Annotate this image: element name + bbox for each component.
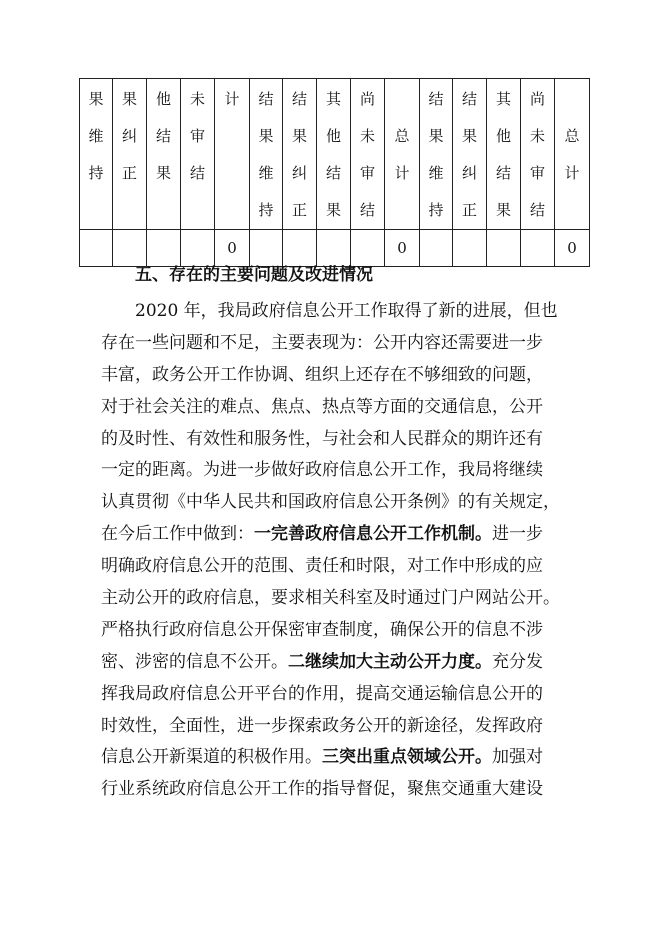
statistics-table [79, 78, 590, 267]
value-cell [351, 230, 385, 267]
value-cell [453, 230, 487, 267]
paragraph-line [101, 487, 571, 519]
header-cell: 结果纠正 [453, 79, 487, 230]
text-run: 认真贯彻《中华人民共和国政府信息公开条例》的有关规定， [101, 492, 560, 513]
paragraph-line [101, 679, 571, 711]
header-cell: 结果维持 [420, 79, 453, 230]
paragraph-line [101, 774, 571, 806]
value-cell [317, 230, 351, 267]
value-cell [80, 230, 113, 267]
header-cell: 计 [215, 79, 250, 230]
table-row [80, 230, 590, 267]
text-run: 严格执行政府信息公开保密审查制度，确保公开的信息不涉 [101, 619, 543, 640]
header-cell: 果纠正 [113, 79, 147, 230]
paragraph-line [101, 647, 571, 679]
bold-text-run: 一完善政府信息公开工作机制。 [254, 524, 492, 545]
value-cell [113, 230, 147, 267]
paragraph-line [101, 296, 571, 328]
body-paragraph [101, 296, 571, 806]
paragraph-line [101, 742, 571, 774]
paragraph-line [101, 455, 571, 487]
value-cell [181, 230, 215, 267]
paragraph-line [101, 424, 571, 456]
text-run: 的及时性、有效性和服务性，与社会和人民群众的期许还有 [101, 428, 543, 449]
header-cell: 他结果 [147, 79, 181, 230]
value-cell: 0 [215, 230, 250, 267]
header-cell: 结果维持 [250, 79, 283, 230]
table-header-row [80, 79, 590, 230]
text-run: 进一步 [492, 524, 543, 545]
text-run: 行业系统政府信息公开工作的指导督促，聚焦交通重大建设 [101, 779, 543, 800]
paragraph-line [101, 711, 571, 743]
header-cell: 尚未审结 [521, 79, 555, 230]
header-cell: 果维持 [80, 79, 113, 230]
header-cell: 其他结果 [317, 79, 351, 230]
text-run: 加强对 [492, 747, 543, 768]
value-cell: 0 [385, 230, 420, 267]
text-run: 主动公开的政府信息，要求相关科室及时通过门户网站公开。 [101, 588, 560, 609]
text-run: 充分发 [492, 651, 543, 672]
section-heading: 五、存在的主要问题及改进情况 [135, 265, 373, 285]
value-cell [487, 230, 521, 267]
text-run: 信息公开新渠道的积极作用。 [101, 747, 322, 768]
header-cell: 尚未审结 [351, 79, 385, 230]
paragraph-line [101, 551, 571, 583]
text-run: 明确政府信息公开的范围、责任和时限，对工作中形成的应 [101, 556, 543, 577]
text-run: 挥我局政府信息公开平台的作用，提高交通运输信息公开的 [101, 683, 543, 704]
text-run: 密、涉密的信息不公开。 [101, 651, 288, 672]
value-cell [521, 230, 555, 267]
paragraph-line [101, 519, 571, 551]
paragraph-line [101, 615, 571, 647]
value-cell: 0 [555, 230, 590, 267]
bold-text-run: 二继续加大主动公开力度。 [288, 651, 492, 672]
text-run: 时效性，全面性，进一步探索政务公开的新途径，发挥政府 [101, 715, 543, 736]
text-run: 存在一些问题和不足，主要表现为：公开内容还需要进一步 [101, 332, 543, 353]
text-run: 丰富，政务公开工作协调、组织上还存在不够细致的问题， [101, 364, 543, 385]
value-cell [420, 230, 453, 267]
value-cell [283, 230, 317, 267]
header-cell: 结果纠正 [283, 79, 317, 230]
bold-text-run: 三突出重点领域公开。 [322, 747, 492, 768]
header-cell: 未审结 [181, 79, 215, 230]
paragraph-line [101, 328, 571, 360]
text-run: 一定的距离。为进一步做好政府信息公开工作，我局将继续 [101, 460, 543, 481]
paragraph-line [101, 392, 571, 424]
header-cell-total: 总计 [385, 79, 420, 230]
paragraph-line [101, 360, 571, 392]
paragraph-line [101, 583, 571, 615]
header-cell: 其他结果 [487, 79, 521, 230]
text-run: 对于社会关注的难点、焦点、热点等方面的交通信息，公开 [101, 396, 543, 417]
text-run: 在今后工作中做到： [101, 524, 254, 545]
value-cell [147, 230, 181, 267]
value-cell [250, 230, 283, 267]
header-cell-total: 总计 [555, 79, 590, 230]
text-run: 2020 年，我局政府信息公开工作取得了新的进展，但也 [135, 301, 558, 321]
